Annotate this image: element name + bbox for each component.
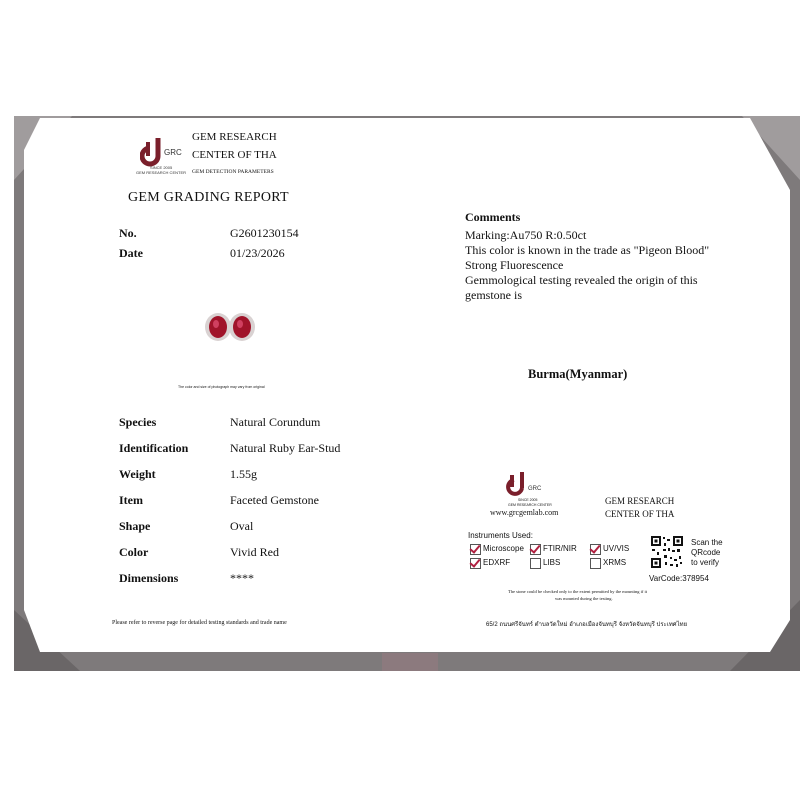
instrument-label: EDXRF	[483, 558, 511, 567]
seal-org-line2: CENTER OF THA	[605, 509, 675, 519]
logo-text: GRC	[164, 148, 182, 157]
report-title: GEM GRADING REPORT	[128, 190, 289, 205]
footer-reference-note: Please refer to reverse page for detailed testing standards and trade name	[112, 620, 287, 626]
field-label-weight: Weight	[119, 467, 156, 481]
mounting-note-line2: was mounted during the testing.	[555, 596, 613, 601]
checkbox-xrms	[590, 558, 601, 569]
qr-note-line1: Scan the	[691, 538, 723, 547]
origin-value: Burma(Myanmar)	[528, 367, 628, 381]
instrument-label: UV/VIS	[603, 544, 630, 553]
checkbox-microscope	[470, 544, 481, 555]
seal-logo-text: GRC	[528, 486, 542, 492]
logo-center: GEM RESEARCH CENTER	[136, 170, 187, 175]
field-label-species: Species	[119, 415, 157, 429]
field-value-dimensions: ****	[230, 571, 254, 585]
checkbox-ftir-nir	[530, 544, 541, 555]
instrument-label: LIBS	[543, 558, 561, 567]
logo-since: SINCE 2005	[150, 165, 173, 170]
checkbox-libs	[530, 558, 541, 569]
seal-org-line1: GEM RESEARCH	[605, 496, 675, 506]
instrument-label: Microscope	[483, 544, 524, 553]
var-code: VarCode:378954	[649, 574, 709, 583]
comment-line: Gemmological testing revealed the origin of this	[465, 273, 698, 287]
org-name-line2: CENTER OF THA	[192, 149, 277, 161]
qr-code-icon[interactable]	[650, 535, 684, 569]
website-link[interactable]: www.grcgemlab.com	[490, 508, 559, 517]
field-label-shape: Shape	[119, 519, 151, 533]
field-label-item: Item	[119, 493, 143, 507]
seal-since: SINCE 2005	[518, 498, 538, 502]
grc-seal-logo	[506, 470, 556, 510]
org-subtitle: GEM DETECTION PARAMETERS	[192, 169, 274, 175]
report-no-value: G2601230154	[230, 226, 299, 240]
field-label-dimensions: Dimensions	[119, 571, 179, 585]
field-value-color: Vivid Red	[230, 545, 279, 559]
field-value-species: Natural Corundum	[230, 415, 321, 429]
field-label-color: Color	[119, 545, 149, 559]
field-value-weight: 1.55g	[230, 467, 257, 481]
checkbox-uv-vis	[590, 544, 601, 555]
field-value-shape: Oval	[230, 519, 254, 533]
address-line: 65/2 ถนนศรีจันทร์ ตำบลวัดใหม่ อำเภอเมืองจันทบุรี จังหวัดจันทบุรี ประเทศไทย	[486, 622, 688, 628]
date-label: Date	[119, 246, 143, 260]
comment-line: gemstone is	[465, 288, 522, 302]
date-value: 01/23/2026	[230, 246, 285, 260]
field-value-identification: Natural Ruby Ear-Stud	[230, 441, 341, 455]
qr-note-line3: to verify	[691, 558, 720, 567]
checkbox-edxrf	[470, 558, 481, 569]
ruby-stud-right	[229, 313, 255, 341]
qr-note-line2: QRcode	[691, 548, 721, 557]
mounting-note-line1: The stone could be checked only to the extent permitted by the mounting if it	[508, 589, 647, 594]
instrument-label: FTIR/NIR	[543, 544, 577, 553]
org-name-line1: GEM RESEARCH	[192, 131, 277, 143]
ruby-stud-left	[205, 313, 231, 341]
instruments-heading: Instruments Used:	[468, 531, 533, 540]
instrument-label: XRMS	[603, 558, 627, 567]
field-label-identification: Identification	[119, 441, 189, 455]
comment-line: Marking:Au750 R:0.50ct	[465, 228, 587, 242]
comment-line: This color is known in the trade as "Pigeon Blood"	[465, 243, 710, 257]
comment-line: Strong Fluorescence	[465, 258, 564, 272]
photo-caption: The color and size of photograph may vary from original	[178, 385, 265, 389]
gem-photo	[200, 310, 264, 344]
grc-seal-mark	[506, 470, 546, 500]
report-no-label: No.	[119, 226, 137, 240]
grc-logo	[136, 134, 187, 175]
seal-center: GEM RESEARCH CENTER	[508, 503, 552, 507]
field-value-item: Faceted Gemstone	[230, 493, 319, 507]
comments-heading: Comments	[465, 210, 521, 224]
